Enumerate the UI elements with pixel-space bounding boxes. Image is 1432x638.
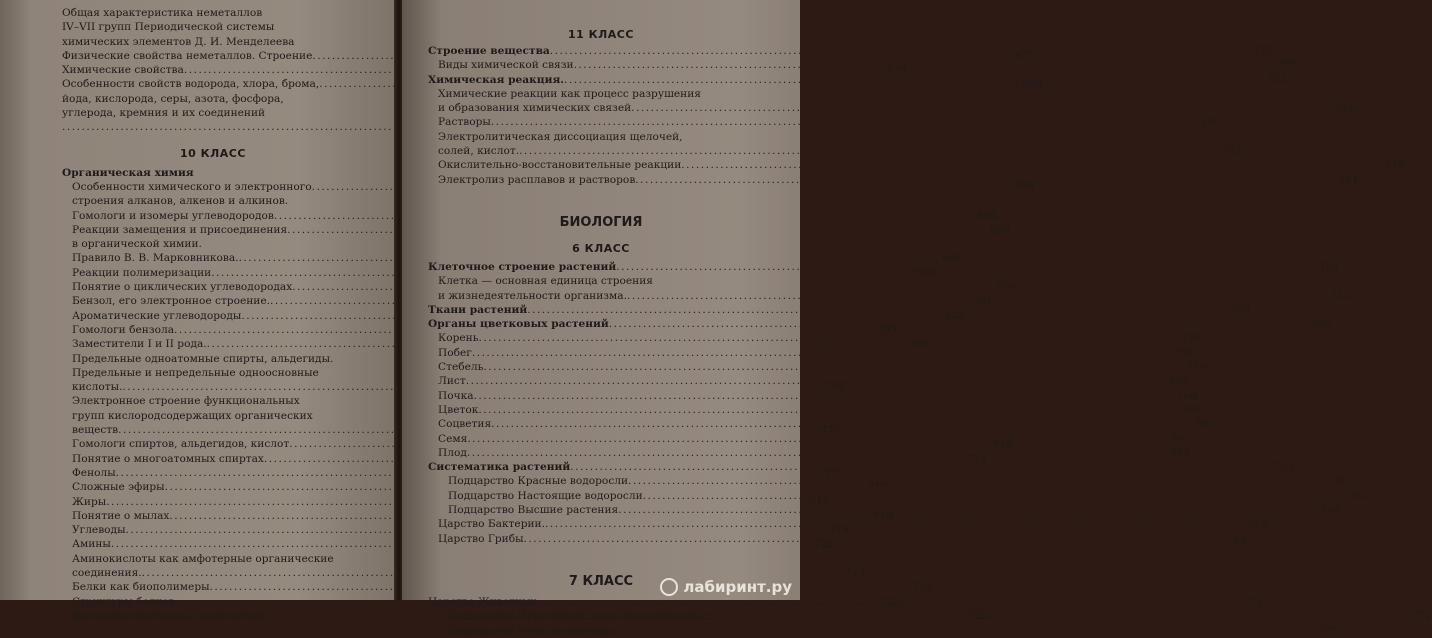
toc-entry-page-number: 717 [867, 481, 888, 494]
toc-entry [428, 360, 1207, 374]
toc-entry-page-number: 700 [995, 281, 1016, 294]
toc-entry-page-number: 700 [914, 266, 935, 279]
toc-entry-title: Клеточное строение растений [428, 260, 617, 273]
toc-dot-leader [467, 446, 1168, 460]
toc-dot-leader [564, 73, 1265, 87]
labirint-logo-icon [660, 578, 678, 596]
toc-entry-title: Корень [438, 332, 479, 345]
toc-entry-title: Ткани растений [428, 303, 528, 316]
toc-entry-page-number: 761 [1194, 418, 1215, 431]
toc-entry-page-number: 765 [1321, 504, 1342, 517]
toc-entry-title: Физические свойства неметаллов. Строение [62, 49, 313, 62]
toc-entry-page-number: 763 [1345, 489, 1366, 502]
toc-entry-page-number: 768 [1226, 532, 1247, 545]
toc-entry-page-number: 759 [1186, 361, 1207, 374]
toc-dot-leader [635, 173, 1336, 187]
toc-entry-page-number: 772 [1411, 610, 1432, 623]
toc-entry-title: Плод [438, 446, 467, 459]
toc-entry [428, 274, 774, 288]
toc-entry-title: Предельные одноатомные спирты, альдегиды. [72, 352, 334, 365]
toc-entry-title: солей, кислот. [438, 145, 520, 158]
toc-entry-page-number: 714 [966, 452, 988, 465]
toc-entry-page-number: 705 [909, 338, 930, 351]
grade-7-heading: 7 КЛАСС [568, 573, 634, 589]
toc-entry-page-number: 711 [821, 424, 842, 437]
toc-entry-page-number: 739 [1193, 116, 1214, 129]
toc-entry-page-number: 724 [912, 581, 933, 594]
toc-entry [62, 180, 1035, 194]
toc-dot-leader [466, 374, 1167, 388]
toc-entry-title: Органы цветковых растений [428, 318, 609, 331]
toc-entry [62, 366, 364, 380]
toc-dot-leader [574, 58, 1275, 72]
toc-entry-page-number: 718 [809, 495, 830, 508]
toc-entry [428, 158, 1405, 172]
toc-entry-title: соединения. [72, 566, 142, 579]
toc-entry-title: Структуры белков. [72, 595, 178, 608]
toc-entry-page-number: 742 [1221, 145, 1243, 158]
toc-entry [428, 403, 1202, 417]
toc-entry [62, 237, 364, 251]
toc-dot-leader [540, 595, 1241, 609]
toc-dot-leader [643, 489, 1344, 503]
toc-entry-page-number: 775 [1317, 624, 1338, 637]
toc-entry [428, 346, 1195, 360]
toc-entry-title: Жиры [72, 495, 107, 508]
toc-entry-title: Предельные и непредельные одноосновные [72, 366, 319, 379]
toc-entry [62, 194, 364, 208]
toc-entry-title: и образования химических связей [438, 102, 632, 115]
toc-entry [428, 115, 1214, 129]
toc-entry-page-number: 734 [1266, 73, 1288, 86]
toc-dot-leader [708, 609, 1409, 623]
toc-entry [62, 352, 364, 366]
section-biology-heading: БИОЛОГИЯ [559, 214, 643, 230]
watermark-text: лабиринт.ру [683, 578, 792, 596]
toc-entry-title: Правило В. В. Марковникова. [72, 252, 239, 265]
toc-entry-page-number: 677 [1015, 49, 1036, 62]
toc-entry-title: IV–VII групп Периодической системы [62, 21, 275, 34]
toc-entry-page-number: 758 [1181, 332, 1202, 345]
toc-entry-title: Цветок [438, 403, 479, 416]
toc-entry-page-number: 749 [1384, 159, 1405, 172]
toc-entry-title: Подцарство Многоклеточные [448, 624, 615, 637]
toc-entry-page-number: 694 [1014, 180, 1035, 193]
toc-entry-page-number: 701 [972, 295, 994, 308]
toc-entry-page-number: 702 [944, 309, 965, 322]
toc-dot-leader [491, 417, 1192, 431]
toc-entry-page-number: 719 [828, 524, 849, 537]
toc-entry-title: в органической химии. [72, 238, 202, 251]
intro-toc-row [62, 20, 364, 34]
toc-dot-leader [519, 144, 1220, 158]
toc-dot-leader [483, 360, 1184, 374]
toc-entry-title: Реакции замещения и присоединения [72, 223, 288, 236]
toc-entry [428, 87, 774, 101]
toc-entry-title: Высокомолекулярные соединения [72, 609, 266, 622]
toc-entry-title: Гомологи спиртов, альдегидов, кислот [72, 438, 290, 451]
grade-11-heading: 11 КЛАСС [568, 28, 634, 41]
toc-entry-title: Подцарство Настоящие водоросли [448, 489, 643, 502]
toc-entry-page-number: 754 [1329, 289, 1351, 302]
toc-entry [62, 223, 1011, 237]
toc-entry-page-number: 698 [941, 252, 962, 265]
toc-dot-leader [570, 460, 1271, 474]
toc-entry-page-number: 715 [818, 466, 839, 479]
toc-dot-leader [467, 432, 1168, 446]
toc-dot-leader [614, 624, 1315, 638]
toc-entry-title: углерода, кремния и их соединений [62, 107, 266, 120]
toc-dot-leader [616, 260, 1317, 274]
toc-entry-page-number: 751 [1338, 173, 1359, 186]
toc-entry [428, 144, 1243, 158]
toc-entry-page-number: 757 [1311, 318, 1332, 331]
toc-entry-title: Общая характеристика неметаллов [62, 7, 263, 19]
toc-entry-title: Почка [438, 389, 474, 402]
toc-entry-title: групп кислородсодержащих органических [72, 409, 313, 422]
toc-entry-title: Белки как биополимеры [72, 581, 210, 594]
toc-dot-leader [550, 44, 1251, 58]
grade-10-heading: 10 КЛАСС [180, 146, 246, 160]
toc-entry-page-number: 694 [976, 209, 998, 222]
toc-entry-title: Подцарство Высшие растения [448, 504, 619, 517]
toc-entry-title: веществ [72, 424, 119, 437]
toc-entry-title: Понятие о мылах [72, 509, 170, 522]
toc-entry-title: Побег [438, 346, 472, 359]
toc-entry-page-number: 734 [1334, 102, 1355, 115]
toc-entry [428, 101, 1355, 115]
toc-entry-title: Семя [438, 432, 468, 445]
toc-dot-leader [478, 403, 1179, 417]
toc-entry-title: Особенности химического и электронного [72, 180, 312, 193]
toc-entry-title: Химические свойства [62, 64, 184, 77]
toc-entry-page-number: 703 [876, 323, 898, 336]
intro-toc-row [62, 92, 364, 106]
toc-dot-leader [474, 389, 1175, 403]
toc-entry-title: Фенолы [72, 466, 116, 479]
toc-entry-page-number: 696 [990, 223, 1011, 236]
grade-6-heading: 6 КЛАСС [572, 241, 630, 255]
toc-entry-page-number: 725 [880, 595, 902, 608]
toc-dot-leader [524, 532, 1225, 546]
toc-entry-page-number: 725 [968, 609, 989, 622]
toc-entry-title: Подцарство Простейшие, или Одноклеточные [448, 610, 709, 623]
toc-entry [62, 566, 865, 580]
toc-entry-title: Электролитическая диссоциация щелочей, [438, 130, 683, 143]
intro-toc-row [62, 106, 364, 120]
toc-entry-title: Реакции полимеризации [72, 266, 212, 279]
toc-dot-leader [628, 474, 1329, 488]
toc-dot-leader [618, 503, 1319, 517]
toc-entry-title: Аминокислоты как амфотерные органические [72, 552, 334, 565]
toc-dot-leader [631, 101, 1332, 115]
toc-entry-title: Систематика растений [428, 461, 571, 474]
toc-entry-title: Электролиз расплавов и растворов [438, 173, 636, 186]
toc-entry-title: Амины [72, 538, 111, 551]
toc-entry-title: Окислительно-восстановительные реакции [438, 159, 682, 172]
toc-entry-title: йода, кислорода, серы, азота, фосфора, [62, 92, 284, 105]
toc-entry [62, 409, 364, 423]
toc-entry-page-number: 754 [1319, 260, 1340, 273]
toc-entry-page-number: 763 [1330, 475, 1352, 488]
toc-entry-page-number: 706 [825, 381, 846, 394]
toc-entry-title: Органическая химия [62, 166, 194, 179]
toc-entry-title: Электронное строение функциональных [72, 395, 300, 408]
toc-entry-title: Подцарство Красные водоросли [448, 475, 629, 488]
toc-entry-title: Сложные эфиры [72, 481, 165, 494]
toc-entry-title: Химические реакции как процесс разрушения [438, 87, 701, 100]
toc-entry-page-number: 719 [872, 509, 893, 522]
toc-entry [428, 130, 774, 144]
toc-dot-leader [478, 331, 1179, 345]
toc-entry-page-number: 762 [1169, 446, 1191, 459]
toc-entry-title: Лист [438, 375, 466, 388]
toc-entry-title: Понятие о многоатомных спиртах [72, 452, 264, 465]
toc-entry-title: Стебель [438, 361, 484, 374]
toc-entry-page-number: 727 [1276, 59, 1297, 72]
toc-entry [62, 394, 364, 408]
toc-entry-title: Гомологи бензола [72, 323, 175, 336]
toc-entry-title: Особенности свойств водорода, хлора, брома, [62, 78, 320, 91]
toc-entry-page-number: 712 [992, 438, 1013, 451]
toc-entry-page-number: 760 [1176, 389, 1197, 402]
toc-entry-page-number: 760 [1181, 403, 1202, 416]
toc-entry-title: Царство Грибы [438, 532, 524, 545]
toc-entry-page-number: 772 [1242, 595, 1263, 608]
toc-dot-leader [627, 289, 1328, 303]
toc-entry-title: Заместители I и II рода. [72, 338, 207, 351]
toc-entry [62, 166, 364, 180]
toc-dot-leader [545, 517, 1246, 531]
toc-entry-page-number: 768 [1247, 518, 1269, 531]
intro-toc-row [62, 120, 364, 134]
toc-entry-title: Виды химической связи [438, 59, 574, 72]
toc-entry-title: Бензол, его электронное строение. [72, 295, 270, 308]
toc-entry-title: Растворы [438, 116, 491, 129]
toc-entry-page-number: 680 [1022, 78, 1043, 91]
toc-entry-title: Углеводы [72, 524, 126, 537]
toc-entry-title: Клетка — основная единица строения [438, 275, 653, 288]
toc-dot-leader [609, 317, 1310, 331]
toc-entry-page-number: 756 [1230, 303, 1251, 316]
toc-entry-title: Понятие о циклических углеводородах [72, 281, 293, 294]
toc-entry-title: Ароматические углеводороды [72, 309, 242, 322]
toc-entry-page-number: 758 [1174, 346, 1195, 359]
toc-entry-title: кислоты. [72, 381, 123, 394]
toc-entry-title: Царство Бактерии. [438, 518, 545, 531]
toc-dot-leader [527, 303, 1228, 317]
toc-entry-page-number: 761 [1170, 432, 1191, 445]
toc-entry-title: Царство Животных. [428, 595, 540, 608]
toc-entry [428, 624, 1338, 638]
toc-entry-page-number: 722 [813, 538, 834, 551]
toc-entry-title: Гомологи и изомеры углеводородов [72, 209, 274, 222]
toc-entry-page-number: 727 [1252, 45, 1273, 57]
toc-entry [428, 389, 1197, 403]
toc-dot-leader [472, 346, 1173, 360]
toc-entry-title: химических элементов Д. И. Менделеева [62, 35, 295, 48]
intro-toc-row [62, 6, 364, 20]
toc-entry-title: и жизнедеятельности организма. [438, 289, 627, 302]
toc-entry-page-number: 723 [844, 566, 865, 579]
intro-toc-row [62, 35, 364, 49]
toc-entry [62, 251, 962, 265]
toc-entry-page-number: 763 [1273, 461, 1294, 474]
toc-entry-title: строения алканов, алкенов и алкинов. [72, 195, 289, 208]
toc-dot-leader [681, 158, 1382, 172]
toc-entry-page-number: 679 [886, 64, 907, 77]
toc-entry-page-number: 759 [1168, 375, 1189, 388]
toc-entry-title: Строение вещества [428, 45, 550, 57]
toc-entry [62, 552, 364, 566]
toc-entry-title: Химическая реакция. [428, 73, 564, 86]
toc-entry-title: Соцветия [438, 418, 492, 431]
site-watermark [660, 578, 792, 596]
toc-dot-leader [491, 115, 1192, 129]
